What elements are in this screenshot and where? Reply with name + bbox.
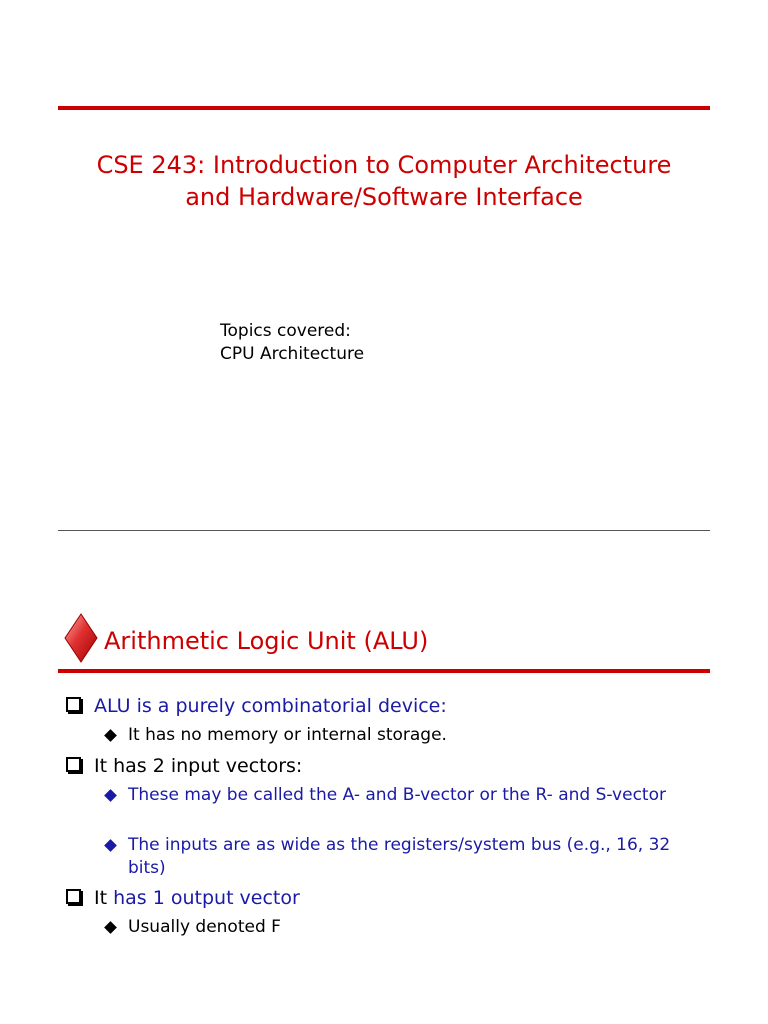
slide-heading: Arithmetic Logic Unit (ALU)	[104, 627, 429, 655]
sub-bullet-text: The inputs are as wide as the registers/system bus (e.g., 16, 32 bits)	[128, 835, 671, 878]
top-red-rule	[58, 106, 710, 110]
topics-label: Topics covered:	[220, 321, 351, 341]
heading-red-rule	[58, 669, 710, 673]
sub-bullet-text: Usually denoted F	[128, 917, 281, 937]
diamond-bullet-icon	[104, 839, 117, 852]
sub-bullet-text: These may be called the A- and B-vector or the R- and S-vector	[128, 785, 666, 805]
topics-item: CPU Architecture	[220, 344, 365, 364]
square-bullet-icon	[66, 757, 81, 772]
bullet-text: It has 2 input vectors:	[94, 755, 303, 777]
topics-block	[220, 320, 364, 366]
page-divider	[58, 530, 710, 531]
sub-bullet-text: It has no memory or internal storage.	[128, 725, 447, 745]
course-title-line-1: CSE 243: Introduction to Computer Architecture	[96, 151, 672, 179]
diamond-bullet-icon	[104, 729, 117, 742]
bullet-text-prefix: It	[94, 887, 114, 909]
bullet-text: ALU is a purely combinatorial device:	[94, 695, 447, 717]
square-bullet-icon	[66, 697, 81, 712]
course-title	[40, 149, 728, 213]
diamond-bullet-icon	[104, 921, 117, 934]
course-title-line-2: and Hardware/Software Interface	[185, 183, 583, 211]
diamond-bullet-icon	[104, 789, 117, 802]
bullet-text-highlight: has 1 output vector	[113, 887, 300, 909]
bullet-text	[94, 885, 300, 911]
red-diamond-icon	[64, 613, 98, 663]
square-bullet-icon	[66, 889, 81, 904]
